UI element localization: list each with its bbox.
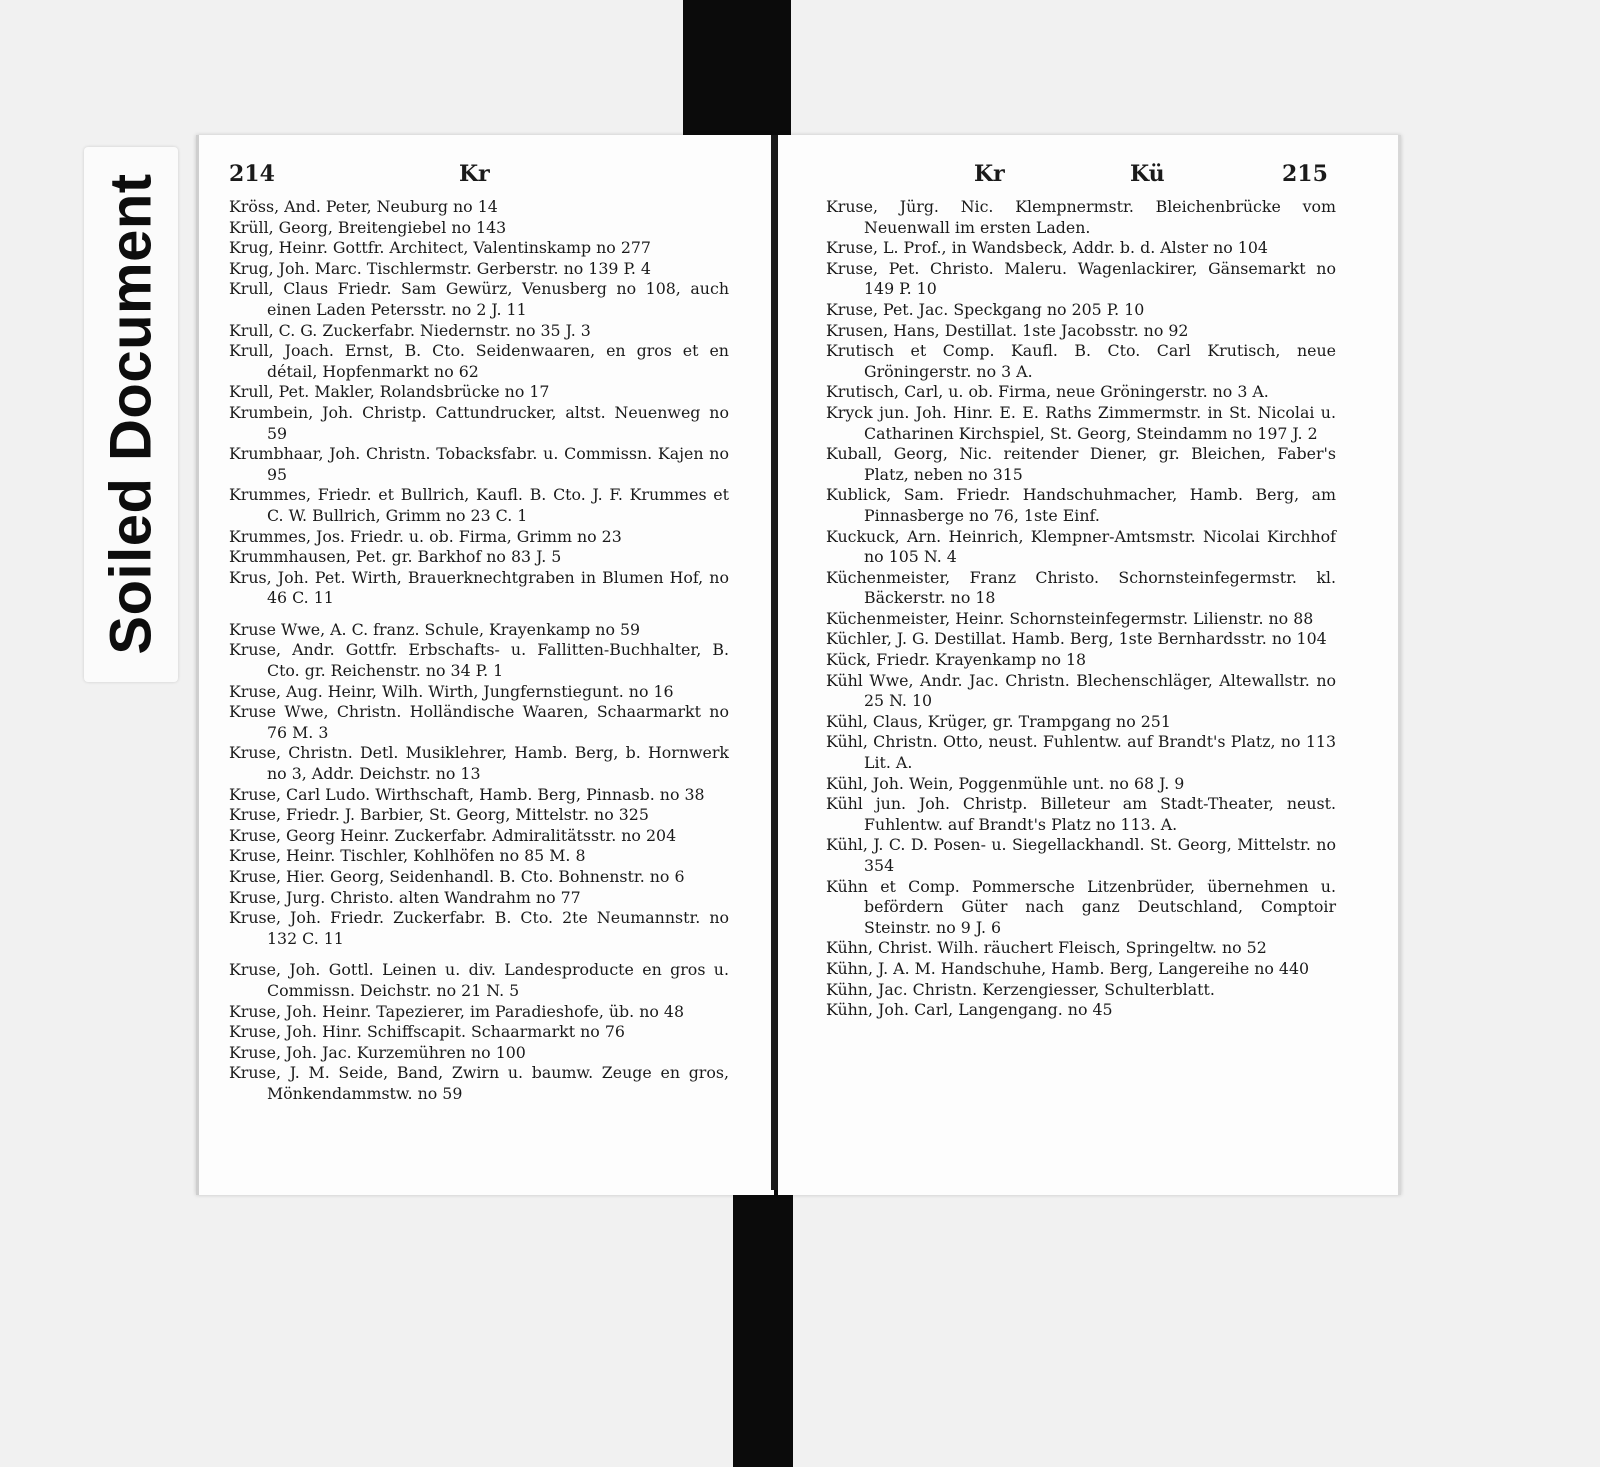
directory-entry: Küchenmeister, Heinr. Schornsteinfegermstr. Lilienstr. no 88 — [826, 608, 1314, 628]
directory-entry: Kuball, Georg, Nic. reitender Diener, gr. Bleichen, Faber's Platz, neben no 315 — [826, 444, 1336, 484]
directory-entry: Kruse, J. M. Seide, Band, Zwirn u. baumw. Zeuge en gros, Mönkendammstw. no 59 — [229, 1063, 729, 1103]
right-page-heading-left: Kr — [974, 161, 1005, 187]
binding-strip-bottom — [733, 1185, 793, 1467]
directory-entry: Kühl, J. C. D. Posen- u. Siegellackhandl. St. Georg, Mittelstr. no 354 — [826, 835, 1336, 875]
left-entries-list — [229, 197, 729, 1105]
directory-entry: Kuckuck, Arn. Heinrich, Klempner-Amtsmstr. Nicolai Kirchhof no 105 N. 4 — [826, 526, 1336, 567]
directory-entry: Kruse, Friedr. J. Barbier, St. Georg, Mittelstr. no 325 — [229, 805, 649, 825]
directory-entry: Kruse Wwe, A. C. franz. Schule, Krayenkamp no 59 — [229, 619, 641, 639]
right-page-number: 215 — [1282, 161, 1328, 187]
directory-entry: Kruse, Jurg. Christo. alten Wandrahm no 77 — [229, 887, 581, 907]
directory-entry: Küchenmeister, Franz Christo. Schornsteinfegermstr. kl. Bäckerstr. no 18 — [826, 567, 1336, 608]
binding-strip-top — [683, 0, 791, 140]
directory-entry: Krus, Joh. Pet. Wirth, Brauerknechtgraben in Blumen Hof, no 46 C. 11 — [229, 567, 729, 608]
directory-entry: Kühl, Joh. Wein, Poggenmühle unt. no 68 J. 9 — [826, 773, 1185, 793]
directory-entry: Kühn, Jac. Christn. Kerzengiesser, Schulterblatt. — [826, 979, 1215, 999]
directory-entry: Kröss, And. Peter, Neuburg no 14 — [229, 197, 498, 216]
directory-entry: Kruse, Jürg. Nic. Klempnermstr. Bleichenbrücke vom Neuenwall im ersten Laden. — [826, 197, 1336, 237]
directory-entry: Krummhausen, Pet. gr. Barkhof no 83 J. 5 — [229, 547, 562, 567]
directory-entry: Kublick, Sam. Friedr. Handschuhmacher, Hamb. Berg, am Pinnasberge no 76, 1ste Einf. — [826, 485, 1336, 525]
directory-entry: Krull, Claus Friedr. Sam Gewürz, Venusberg no 108, auch einen Laden Petersstr. no 2 J. 11 — [229, 279, 729, 319]
right-page-heading-right: Kü — [1130, 161, 1165, 187]
directory-entry: Kruse, Joh. Heinr. Tapezierer, im Paradieshofe, üb. no 48 — [229, 1001, 685, 1021]
directory-entry: Krumbhaar, Joh. Christn. Tobacksfabr. u. Commissn. Kajen no 95 — [229, 444, 729, 484]
left-page-heading: Kr — [459, 161, 490, 187]
directory-entry: Kruse, Andr. Gottfr. Erbschafts- u. Fallitten-Buchhalter, B. Cto. gr. Reichenstr. no 34 P. 1 — [229, 640, 729, 681]
directory-entry: Kruse, Christn. Detl. Musiklehrer, Hamb. Berg, b. Hornwerk no 3, Addr. Deichstr. no 13 — [229, 743, 729, 784]
soiled-document-label-text: Soiled Document — [98, 173, 164, 655]
directory-entry: Kruse, Hier. Georg, Seidenhandl. B. Cto. Bohnenstr. no 6 — [229, 867, 685, 886]
right-entries-list — [826, 197, 1336, 1021]
directory-entry: Küchler, J. G. Destillat. Hamb. Berg, 1ste Bernhardsstr. no 104 — [826, 629, 1327, 649]
directory-entry: Krusen, Hans, Destillat. 1ste Jacobsstr. no 92 — [826, 320, 1189, 340]
directory-entry: Kruse, L. Prof., in Wandsbeck, Addr. b. d. Alster no 104 — [826, 238, 1268, 258]
left-page-number: 214 — [229, 161, 275, 187]
directory-entry: Kück, Friedr. Krayenkamp no 18 — [826, 650, 1087, 670]
directory-entry: Kühl, Christn. Otto, neust. Fuhlentw. auf Brandt's Platz, no 113 Lit. A. — [826, 732, 1336, 773]
directory-entry: Kryck jun. Joh. Hinr. E. E. Raths Zimmermstr. in St. Nicolai u. Catharinen Kirchspiel, St. Georg, Steindamm no 197 J. 2 — [826, 402, 1336, 443]
directory-entry: Kruse, Georg Heinr. Zuckerfabr. Admiralitätsstr. no 204 — [229, 825, 677, 845]
right-page — [778, 135, 1401, 1195]
directory-entry: Kruse, Pet. Jac. Speckgang no 205 P. 10 — [826, 299, 1145, 319]
directory-entry: Krutisch, Carl, u. ob. Firma, neue Gröningerstr. no 3 A. — [826, 382, 1269, 402]
book-gutter — [771, 135, 778, 1190]
right-page-header — [778, 135, 1398, 187]
left-page-header — [199, 135, 774, 187]
directory-entry: Kruse, Heinr. Tischler, Kohlhöfen no 85 M. 8 — [229, 846, 586, 866]
directory-entry: Kühn, Christ. Wilh. räuchert Fleisch, Springeltw. no 52 — [826, 938, 1267, 958]
directory-entry: Krutisch et Comp. Kaufl. B. Cto. Carl Krutisch, neue Gröningerstr. no 3 A. — [826, 341, 1336, 381]
directory-entry: Krull, C. G. Zuckerfabr. Niedernstr. no 35 J. 3 — [229, 320, 591, 340]
directory-entry: Kühn et Comp. Pommersche Litzenbrüder, übernehmen u. befördern Güter nach ganz Deutschland, Comptoir Steinstr. no 9 J. 6 — [826, 876, 1336, 937]
directory-entry: Kruse, Aug. Heinr, Wilh. Wirth, Jungfernstiegunt. no 16 — [229, 681, 674, 701]
left-page — [196, 135, 774, 1195]
directory-entry: Krumbein, Joh. Christp. Cattundrucker, altst. Neuenweg no 59 — [229, 402, 729, 443]
directory-entry: Kühl Wwe, Andr. Jac. Christn. Blechenschläger, Altewallstr. no 25 N. 10 — [826, 670, 1336, 711]
directory-entry: Kruse Wwe, Christn. Holländische Waaren, Schaarmarkt no 76 M. 3 — [229, 702, 729, 742]
directory-entry: Krummes, Jos. Friedr. u. ob. Firma, Grimm no 23 — [229, 526, 622, 546]
directory-entry: Krug, Heinr. Gottfr. Architect, Valentinskamp no 277 — [229, 238, 651, 258]
directory-entry: Kühn, Joh. Carl, Langengang. no 45 — [826, 1000, 1113, 1020]
directory-entry: Kühn, J. A. M. Handschuhe, Hamb. Berg, Langereihe no 440 — [826, 958, 1310, 978]
directory-entry: Krull, Joach. Ernst, B. Cto. Seidenwaaren, en gros et en détail, Hopfenmarkt no 62 — [229, 341, 729, 381]
directory-entry: Kühl jun. Joh. Christp. Billeteur am Stadt-Theater, neust. Fuhlentw. auf Brandt's Platz no 113. A. — [826, 794, 1336, 834]
directory-entry: Krüll, Georg, Breitengiebel no 143 — [229, 217, 507, 237]
directory-entry: Kruse, Pet. Christo. Maleru. Wagenlackirer, Gänsemarkt no 149 P. 10 — [826, 258, 1336, 299]
directory-entry: Kruse, Joh. Hinr. Schiffscapit. Schaarmarkt no 76 — [229, 1022, 625, 1042]
directory-entry: Kruse, Joh. Gottl. Leinen u. div. Landesproducte en gros u. Commissn. Deichstr. no 21 N. 5 — [229, 960, 729, 1000]
directory-entry: Krull, Pet. Makler, Rolandsbrücke no 17 — [229, 382, 550, 402]
directory-entry: Kruse, Joh. Jac. Kurzemühren no 100 — [229, 1042, 526, 1062]
directory-entry: Kruse, Carl Ludo. Wirthschaft, Hamb. Berg, Pinnasb. no 38 — [229, 784, 705, 804]
directory-entry: Krummes, Friedr. et Bullrich, Kaufl. B. Cto. J. F. Krummes et C. W. Bullrich, Grimm no 23 C. 1 — [229, 485, 729, 525]
directory-entry: Kühl, Claus, Krüger, gr. Trampgang no 251 — [826, 711, 1171, 731]
directory-entry: Krug, Joh. Marc. Tischlermstr. Gerberstr. no 139 P. 4 — [229, 258, 651, 278]
directory-entry: Kruse, Joh. Friedr. Zuckerfabr. B. Cto. 2te Neumannstr. no 132 C. 11 — [229, 908, 729, 948]
